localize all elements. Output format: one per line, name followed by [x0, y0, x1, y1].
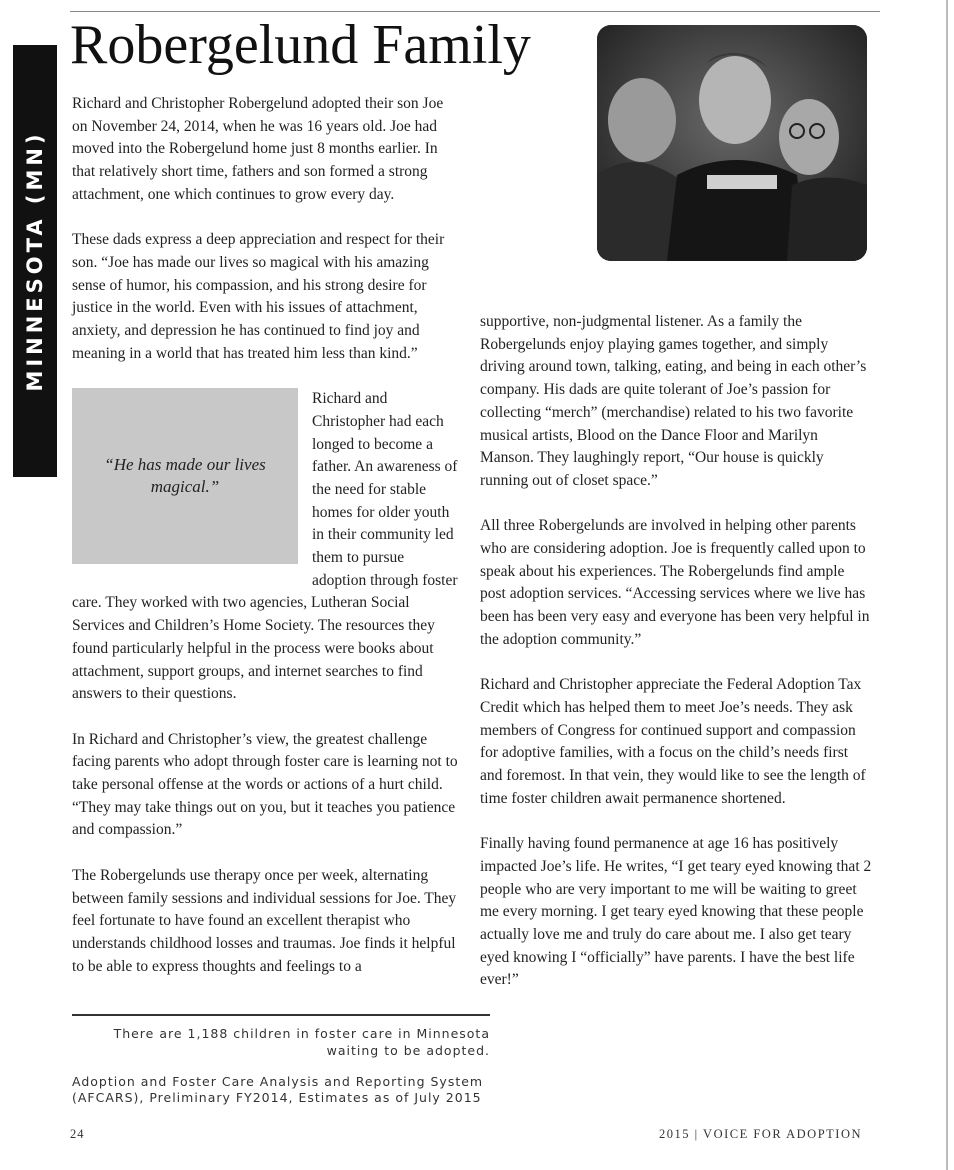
- foster-care-statistic: There are 1,188 children in foster care in Minnesota waiting to be adopted.: [113, 1026, 490, 1058]
- state-tab: [13, 45, 57, 477]
- pull-quote-box: [72, 388, 298, 564]
- pull-quote: “He has made our lives magical.”: [104, 455, 266, 497]
- photo-wrap-space: [472, 89, 872, 311]
- right-column: [480, 89, 872, 1015]
- left-column: [72, 93, 462, 1001]
- paragraph: In Richard and Christopher’s view, the greatest challenge facing parents who adopt through foster care is learning not to take personal offense at the words or actions of a hurt child. “They may take things out on you, but it teaches you patience and compassion.”: [72, 730, 458, 839]
- state-tab-label: MINNESOTA (MN): [23, 130, 47, 392]
- paragraph: Richard and Christopher had each longed to become a father. An awareness of the need for stable homes for older youth in their community led them to pursue adoption through foster care. They worked with two agencies, Lutheran Social Services and Children’s Home Society. The resources they found particularly helpful in the process were books about attachment, support groups, and internet searches to find answers to their questions.: [72, 390, 458, 703]
- paragraph: The Robergelunds use therapy once per week, alternating between family sessions and individual sessions for Joe. They feel fortunate to have found an excellent therapist who understands childhood losses and traumas. Joe finds it helpful to be able to express thoughts and feelings to a: [72, 866, 457, 975]
- publication-footer: 2015 | VOICE FOR ADOPTION: [659, 1127, 862, 1141]
- top-rule: [70, 11, 880, 12]
- paragraph: Richard and Christopher appreciate the Federal Adoption Tax Credit which has helped them to meet Joe’s needs. They ask members of Congress for continued support and compassion for adoptive families, with a focus on the child’s needs first and foremost. In that vein, they would like to see the length of time foster children await permanence shortened.: [480, 676, 866, 807]
- paragraph: Richard and Christopher Robergelund adopted their son Joe on November 24, 2014, when he was 16 years old. Joe had moved into the Robergelund home just 8 months earlier. In that relatively short time, fathers and son formed a strong attachment, one which continues to grow every day.: [72, 95, 444, 203]
- page-edge: [946, 0, 948, 1170]
- paragraph: These dads express a deep appreciation and respect for their son. “Joe has made our lives so magical with his amazing sense of humor, his compassion, and his strong desire for justice in the world. Even with his issues of attachment, anxiety, and depression he has continued to find joy and meaning in a world that has treated him less than kind.”: [72, 231, 445, 362]
- paragraph: supportive, non-judgmental listener. As a family the Robergelunds enjoy playing games together, and simply driving around town, talking, eating, and being in each other’s company. His dads are quite tolerant of Joe’s passion for collecting “merch” (merchandise) related to his two favorite musical artists, Blood on the Dance Floor and Marilyn Manson. They laughingly report, “Our house is quickly running out of closet space.”: [480, 313, 867, 489]
- paragraph: All three Robergelunds are involved in helping other parents who are considering adoption. Joe is frequently called upon to speak about his experiences. The Robergelunds find ample post adoption services. “Accessing services where we live has been has been very easy and everyone has been very helpful in the adoption community.”: [480, 517, 870, 648]
- paragraph: Finally having found permanence at age 16 has positively impacted Joe’s life. He writes, “I get teary eyed knowing that 2 people who are very important to me will be waiting to greet me every morning. I get teary eyed knowing that these people actually love me and truly do care about me. I also get teary eyed knowing I “officially” have parents. I have the best life ever!”: [480, 835, 872, 989]
- stat-divider: [72, 1014, 490, 1016]
- statistic-source: Adoption and Foster Care Analysis and Reporting System (AFCARS), Preliminary FY2014, Estimates as of July 2015: [72, 1074, 484, 1105]
- page-title: Robergelund Family: [70, 14, 531, 76]
- page-number: 24: [70, 1127, 85, 1141]
